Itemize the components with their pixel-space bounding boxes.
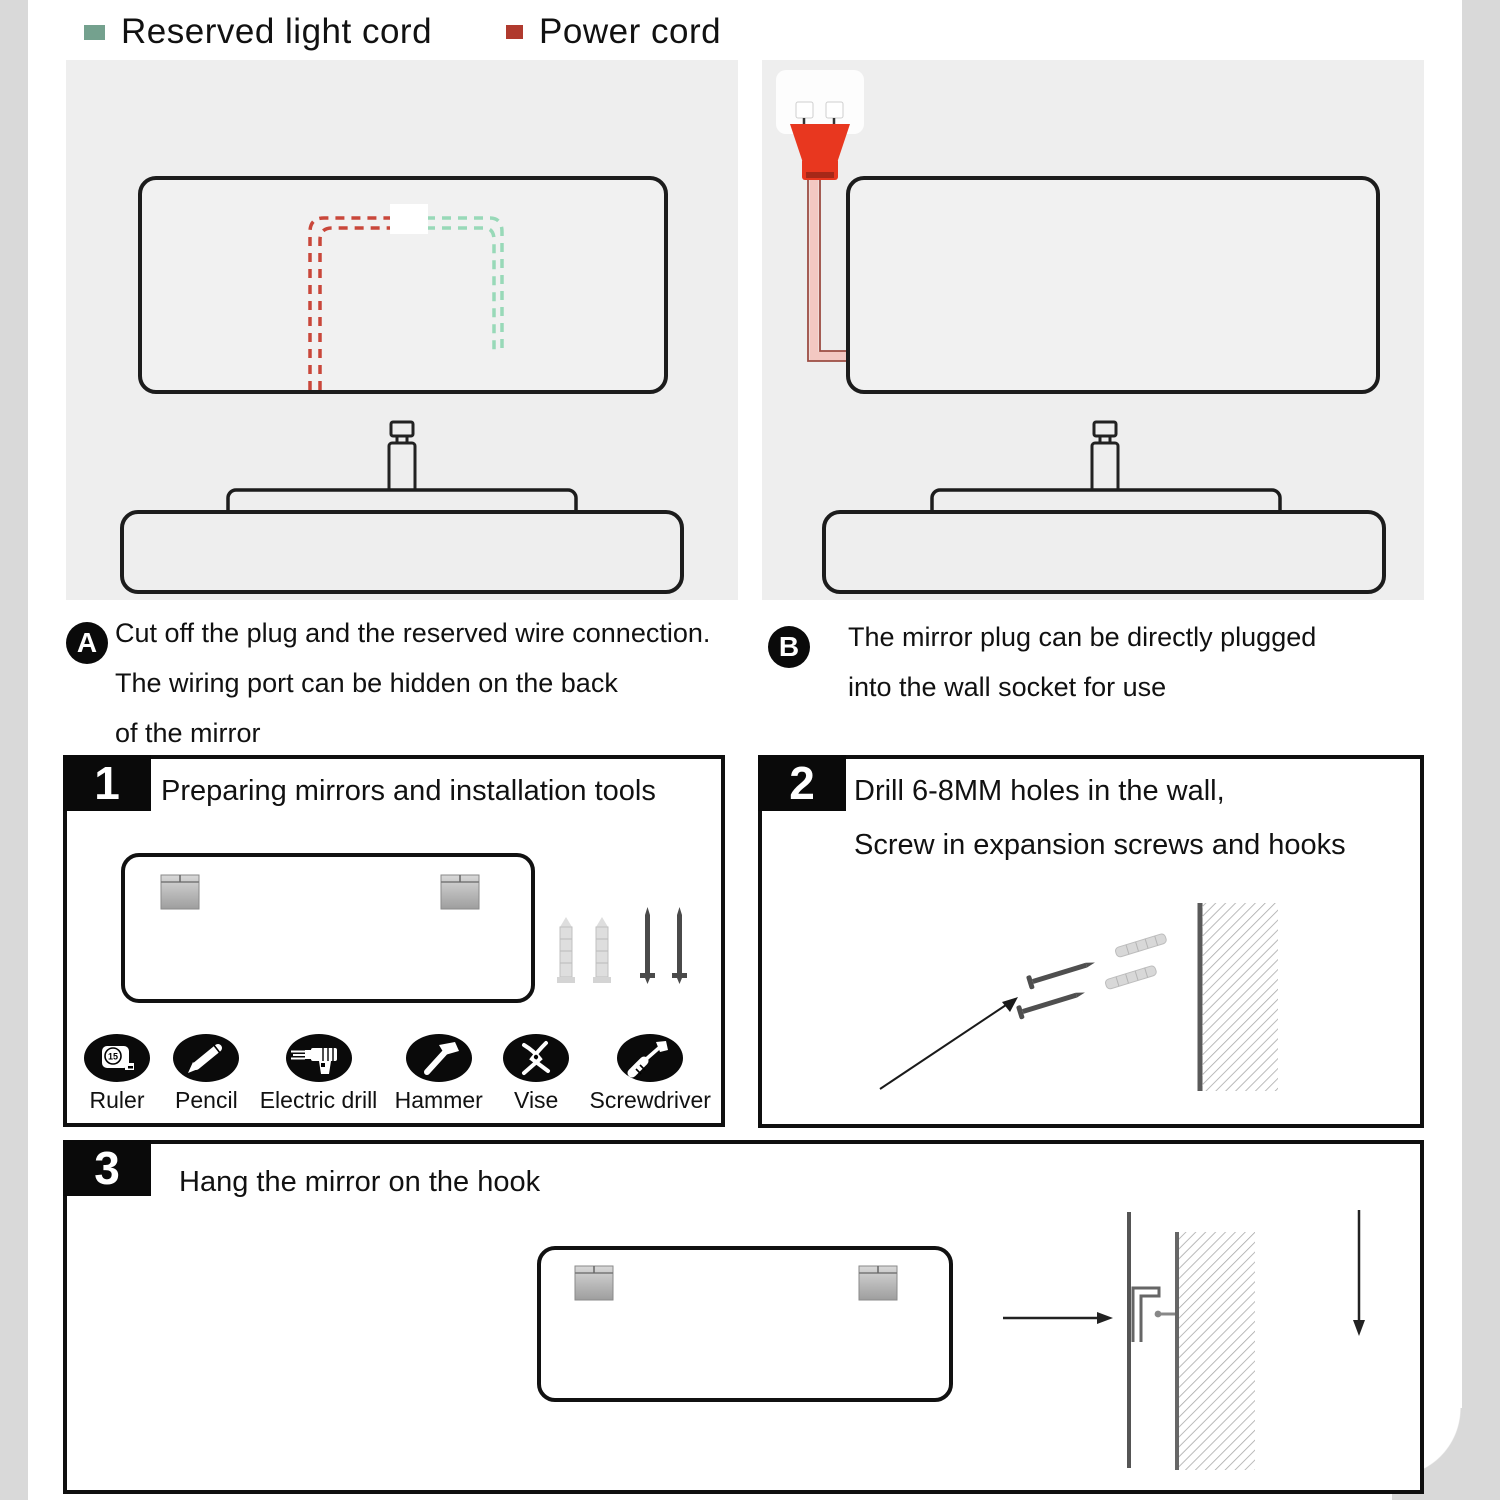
step-1-title: Preparing mirrors and installation tools bbox=[161, 775, 656, 807]
tool-label: Pencil bbox=[175, 1087, 238, 1113]
right-frame-strip bbox=[1462, 0, 1500, 1500]
note-b-badge: B bbox=[768, 626, 810, 668]
screwdriver-icon bbox=[614, 1033, 686, 1085]
note-b-line: The mirror plug can be directly plugged bbox=[848, 622, 1317, 652]
step-3-illustration bbox=[67, 1202, 1416, 1486]
tool-label: Hammer bbox=[394, 1087, 483, 1113]
pliers-icon bbox=[500, 1033, 572, 1085]
direct-plug-diagram bbox=[762, 60, 1424, 600]
mounting-bracket bbox=[859, 1266, 897, 1300]
screw bbox=[1026, 956, 1097, 990]
drill-icon bbox=[283, 1033, 355, 1085]
tool-label: Electric drill bbox=[259, 1087, 378, 1113]
tape-measure-icon bbox=[81, 1033, 153, 1085]
note-b-line: into the wall socket for use bbox=[848, 672, 1167, 702]
left-frame-strip bbox=[0, 0, 28, 1500]
legend-item-reserved-cord bbox=[84, 12, 432, 52]
down-arrow bbox=[1353, 1210, 1365, 1336]
legend bbox=[84, 6, 721, 58]
direction-arrow bbox=[1003, 1312, 1113, 1324]
step-2-number: 2 bbox=[758, 755, 846, 811]
faucet bbox=[389, 422, 415, 499]
tool-pencil bbox=[170, 1033, 242, 1114]
step-1-number: 1 bbox=[63, 755, 151, 811]
mounting-bracket bbox=[161, 875, 199, 909]
sink-basin bbox=[824, 512, 1384, 592]
hammer-icon bbox=[403, 1033, 475, 1085]
sink-basin bbox=[122, 512, 682, 592]
tool-label: Vise bbox=[514, 1087, 559, 1113]
step-1-box bbox=[63, 755, 725, 1127]
tool-vise bbox=[500, 1033, 572, 1114]
note-b-text bbox=[848, 612, 1316, 712]
legend-item-power-cord bbox=[506, 12, 721, 52]
step-2-box bbox=[758, 755, 1424, 1128]
step-2-illustration bbox=[764, 879, 1418, 1117]
note-a-line: Cut off the plug and the reserved wire connection. bbox=[115, 618, 711, 648]
screw bbox=[1016, 986, 1087, 1020]
panel-b-illustration bbox=[762, 60, 1424, 600]
tools-row bbox=[81, 1033, 711, 1114]
tool-screwdriver bbox=[590, 1033, 711, 1114]
wall-cross-section bbox=[1177, 1232, 1255, 1470]
mirror-outline bbox=[848, 178, 1378, 392]
step-2-title-line: Drill 6-8MM holes in the wall, bbox=[854, 775, 1225, 807]
legend-label: Power cord bbox=[539, 12, 722, 51]
tool-electric-drill bbox=[260, 1033, 378, 1114]
step-3-title: Hang the mirror on the hook bbox=[179, 1166, 541, 1198]
expansion-anchor bbox=[1115, 933, 1168, 958]
wall-hook bbox=[1133, 1288, 1177, 1342]
panel-a-illustration bbox=[66, 60, 738, 600]
screw bbox=[672, 907, 687, 984]
expansion-anchor bbox=[1105, 965, 1158, 990]
screw bbox=[640, 907, 655, 984]
power-cord-swatch-icon bbox=[506, 25, 523, 39]
hidden-wiring-diagram bbox=[66, 60, 738, 600]
tool-ruler bbox=[81, 1033, 153, 1114]
expansion-anchor bbox=[593, 917, 611, 983]
svg-text:15: 15 bbox=[107, 1051, 119, 1062]
legend-label: Reserved light cord bbox=[121, 12, 433, 51]
tool-label: Ruler bbox=[89, 1087, 145, 1113]
step-2-title-line: Screw in expansion screws and hooks bbox=[854, 829, 1346, 861]
note-a-badge: A bbox=[66, 622, 108, 664]
wall-cross-section bbox=[1200, 903, 1278, 1091]
pencil-icon bbox=[170, 1033, 242, 1085]
note-a-text bbox=[115, 608, 710, 758]
step-3-box bbox=[63, 1140, 1424, 1494]
step-3-number: 3 bbox=[63, 1140, 151, 1196]
mounting-bracket bbox=[575, 1266, 613, 1300]
cord-connector bbox=[390, 204, 428, 234]
tool-hammer bbox=[395, 1033, 483, 1114]
tool-label: Screwdriver bbox=[589, 1087, 711, 1113]
expansion-anchor bbox=[557, 917, 575, 983]
faucet bbox=[1092, 422, 1118, 499]
note-a-line: The wiring port can be hidden on the back bbox=[115, 668, 618, 698]
direction-arrow bbox=[880, 997, 1018, 1089]
mounting-bracket bbox=[441, 875, 479, 909]
note-a-line: of the mirror bbox=[115, 718, 261, 748]
step-1-illustration bbox=[67, 845, 719, 1031]
reserved-cord-swatch-icon bbox=[84, 25, 105, 40]
